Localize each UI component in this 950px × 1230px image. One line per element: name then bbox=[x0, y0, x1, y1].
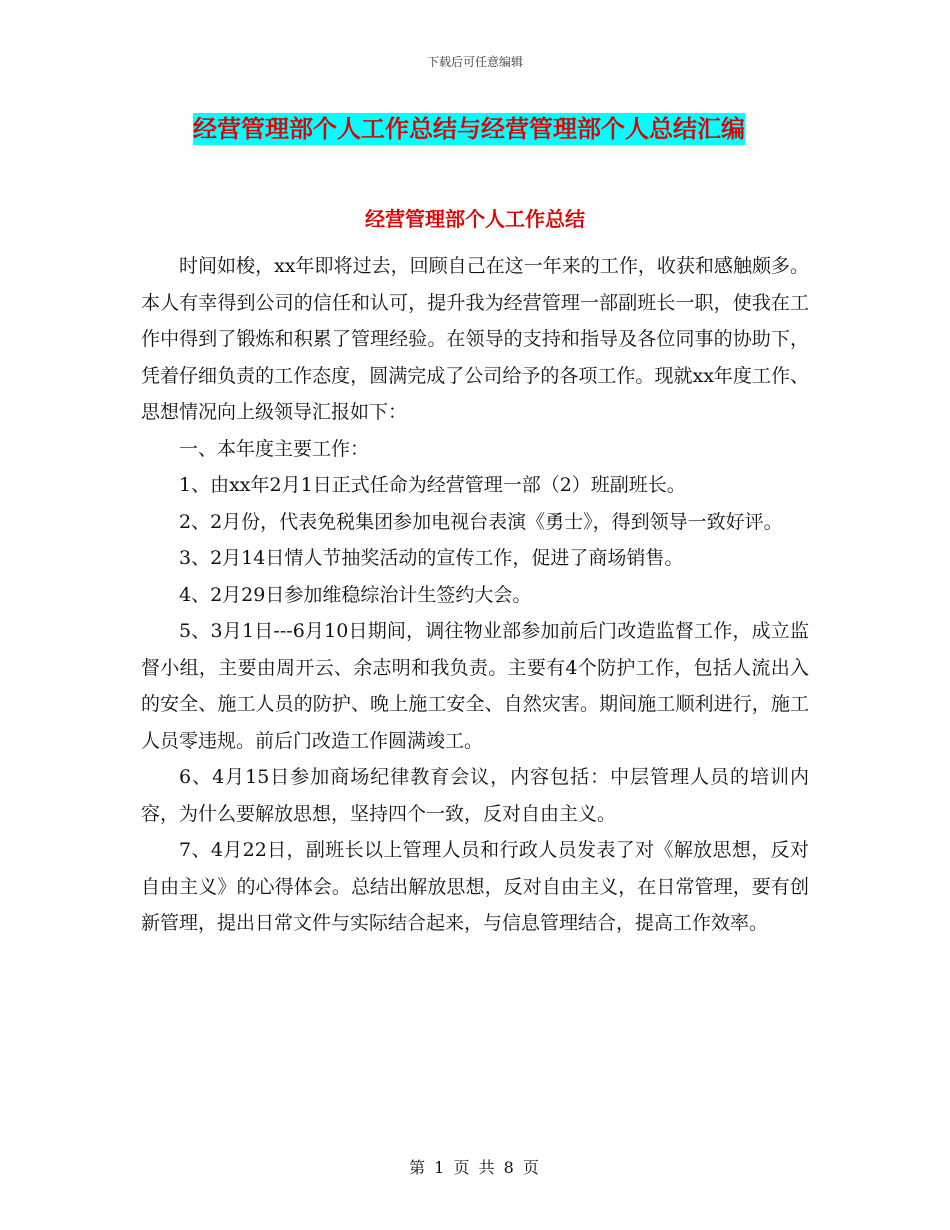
section-title: 经营管理部个人工作总结 bbox=[365, 207, 585, 231]
page-number-footer: 第 1 页 共 8 页 bbox=[409, 1158, 541, 1177]
document-main-title bbox=[193, 112, 801, 146]
paragraph-item-3: 3、2月14日情人节抽奖活动的宣传工作，促进了商场销售。 bbox=[179, 547, 684, 569]
paragraph-heading-main-work: 一、本年度主要工作： bbox=[179, 437, 370, 460]
paragraph-intro: 时间如梭，xx年即将过去，回顾自己在这一年来的工作，收获和感触颇多。本人有幸得到公司的信任和认可，提升我为经营管理一部副班长一职，使我在工作中得到了锻炼和积累了管理经验。在领导的支持和指导及各位同事的协助下，凭着仔细负责的工作态度，圆满完成了公司给予的各项工作。现就xx年度工作、思想情况向上级领导汇报如下： bbox=[141, 255, 809, 423]
paragraph-item-4: 4、2月29日参加维稳综治计生签约大会。 bbox=[179, 583, 532, 606]
paragraph-item-2: 2、2月份，代表免税集团参加电视台表演《勇士》，得到领导一致好评。 bbox=[179, 510, 783, 533]
paragraph-item-1: 1、由xx年2月1日正式任命为经营管理一部（2）班副班长。 bbox=[179, 474, 686, 496]
document-body bbox=[141, 248, 809, 942]
paragraph-item-5: 5、3月1日---6月10日期间，调往物业部参加前后门改造监督工作，成立监督小组，主要由周开云、余志明和我负责。主要有4个防护工作，包括人流出入的安全、施工人员的防护、晚上施工安全、自然灾害。期间施工顺利进行，施工人员零违规。前后门改造工作圆满竣工。 bbox=[141, 620, 809, 752]
main-title-text: 经营管理部个人工作总结与经营管理部个人总结汇编 bbox=[193, 115, 745, 143]
paragraph-item-7: 7、4月22日，副班长以上管理人员和行政人员发表了对《解放思想，反对自由主义》的心得体会。总结出解放思想，反对自由主义，在日常管理，要有创新管理，提出日常文件与实际结合起来，与信息管理结合，提高工作效率。 bbox=[141, 839, 809, 934]
paragraph-item-6: 6、4月15日参加商场纪律教育会议，内容包括：中层管理人员的培训内容，为什么要解放思想，坚持四个一致，反对自由主义。 bbox=[141, 766, 809, 825]
header-note: 下载后可任意编辑 bbox=[426, 55, 523, 69]
